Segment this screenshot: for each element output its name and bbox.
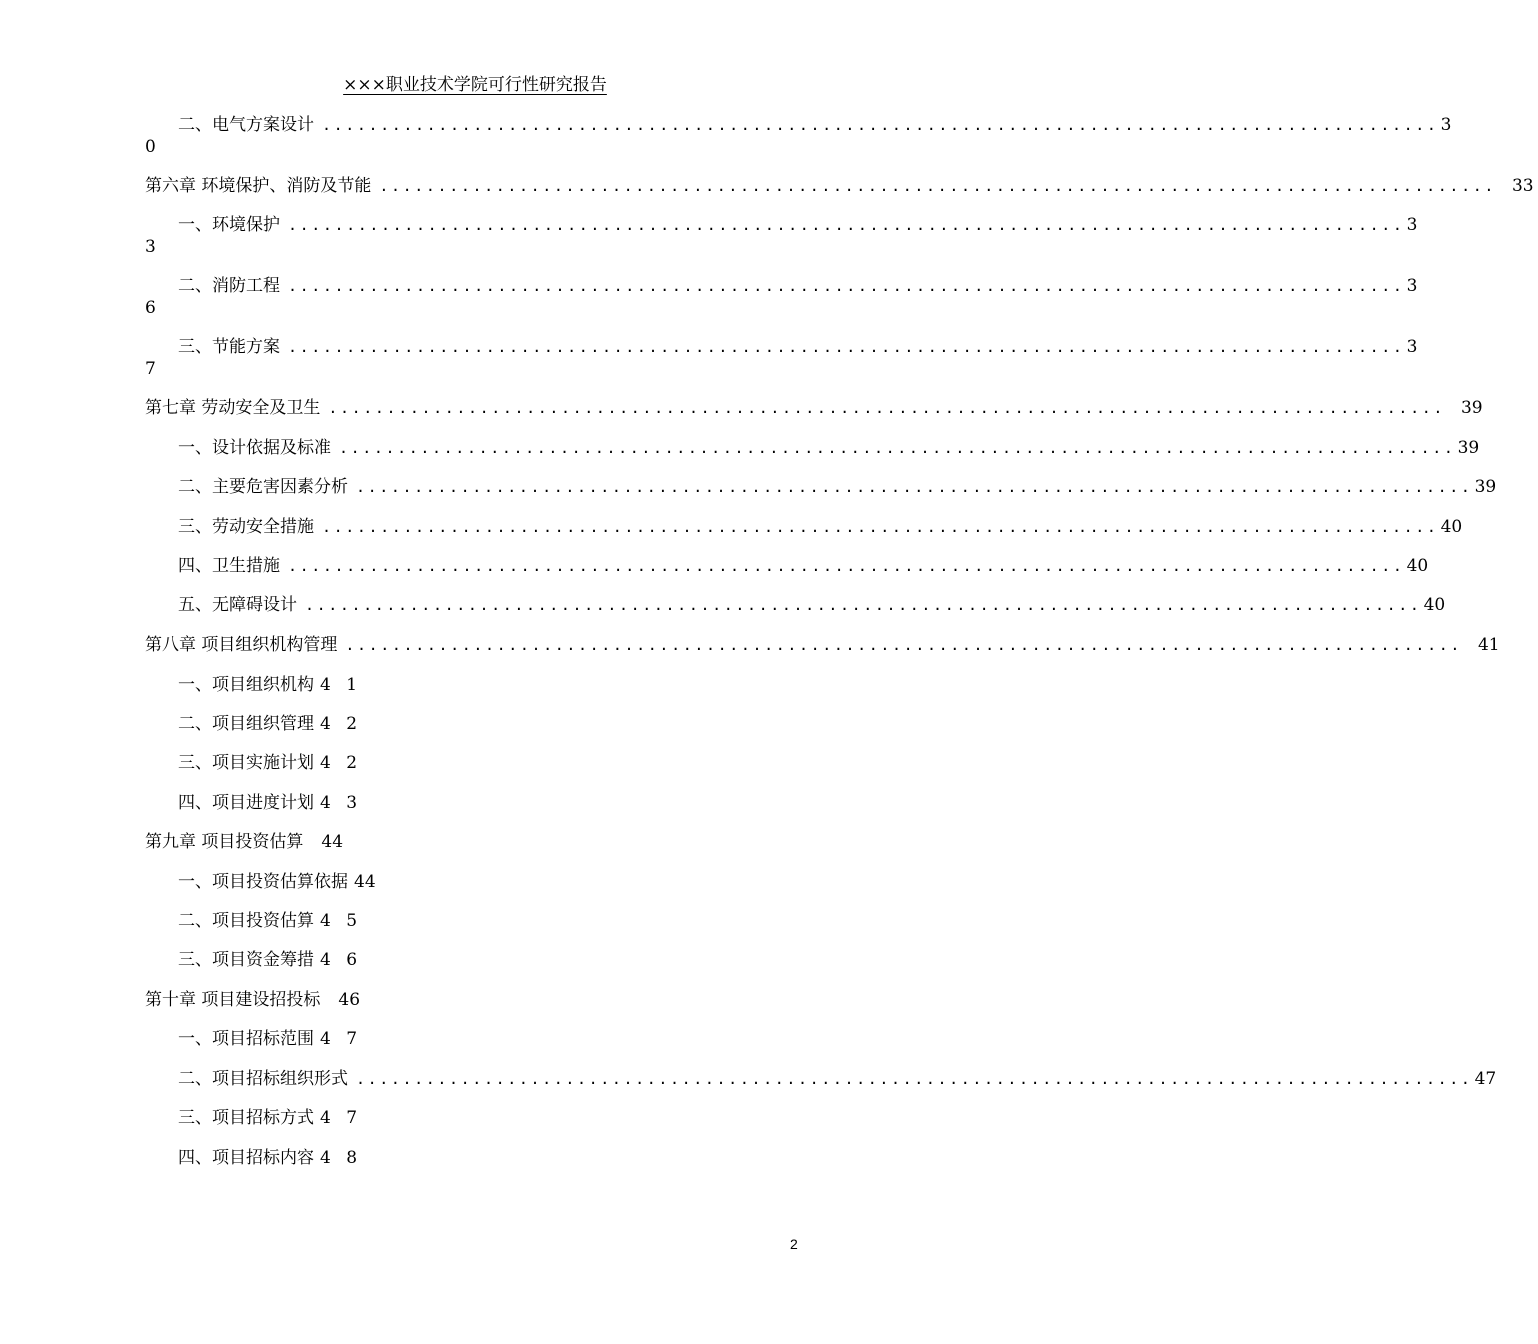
toc-chapter-label: 第十章 项目建设招投标 (145, 990, 321, 1010)
toc-entry-page-wrap: 0 (145, 137, 156, 157)
toc-entry[interactable] (178, 672, 805, 698)
toc-entry-label: 一、项目组织机构 (178, 675, 314, 695)
toc-chapter-label: 第七章 劳动安全及卫生 (145, 398, 321, 418)
toc-entry-label: 二、项目组织管理 (178, 714, 314, 734)
toc-entry-page: 40 (1440, 517, 1463, 537)
toc-chapter[interactable] (145, 395, 1483, 421)
toc-entry-page: 4 2 (320, 714, 363, 734)
toc-entry-label: 四、卫生措施 (178, 556, 280, 576)
toc-entry[interactable] (178, 908, 805, 934)
toc-entry-page: 4 2 (320, 753, 363, 773)
toc-entry-label: 二、主要危害因素分析 (178, 477, 348, 497)
toc-chapter-page: 46 (338, 990, 361, 1010)
dot-leader: ................................................................................................ (356, 478, 1473, 496)
toc-entry-page-wrap: 7 (145, 359, 156, 379)
toc-entry[interactable] (178, 273, 1418, 299)
toc-entry-page: 47 (1474, 1069, 1497, 1089)
toc-entry[interactable] (178, 514, 1463, 540)
toc-chapter[interactable] (145, 173, 1534, 199)
dot-leader: ................................................................................................ (288, 557, 1405, 575)
dot-leader: ................................................................................................ (345, 636, 1462, 654)
toc-entry-label: 四、项目进度计划 (178, 793, 314, 813)
toc-entry[interactable] (178, 1066, 1497, 1092)
toc-chapter-label: 第八章 项目组织机构管理 (145, 635, 338, 655)
toc-chapter-page: 33 (1511, 176, 1534, 196)
dot-leader: ................................................................................................ (288, 277, 1405, 295)
toc-entry-label: 二、项目投资估算 (178, 911, 314, 931)
toc-entry-page: 40 (1406, 556, 1429, 576)
toc-entry-label: 四、项目招标内容 (178, 1148, 314, 1168)
toc-entry-page: 39 (1474, 477, 1497, 497)
toc-entry-label: 三、劳动安全措施 (178, 517, 314, 537)
toc-chapter[interactable] (145, 632, 1500, 658)
toc-entry-page: 4 3 (320, 793, 363, 813)
toc-entry-label: 一、项目招标范围 (178, 1029, 314, 1049)
toc-entry-label: 二、电气方案设计 (178, 115, 314, 135)
toc-entry-page: 3 (1406, 337, 1418, 357)
page-number: 2 (790, 1236, 798, 1252)
toc-entry-page: 3 (1406, 215, 1418, 235)
toc-entry-page-wrap: 3 (145, 237, 156, 257)
dot-leader: ................................................................................................ (288, 338, 1405, 356)
toc-chapter-page: 41 (1477, 635, 1500, 655)
toc-entry-page: 40 (1423, 595, 1446, 615)
dot-leader: ................................................................................................ (379, 177, 1496, 195)
toc-entry-label: 一、项目投资估算依据 (178, 872, 348, 892)
toc-chapter-label: 第六章 环境保护、消防及节能 (145, 176, 372, 196)
toc-entry-page: 4 1 (320, 675, 363, 695)
toc-entry[interactable] (178, 435, 1480, 461)
toc-entry-label: 一、设计依据及标准 (178, 438, 331, 458)
toc-entry[interactable] (178, 790, 805, 816)
toc-entry-label: 三、项目实施计划 (178, 753, 314, 773)
toc-entry-page: 4 6 (320, 950, 363, 970)
toc-entry[interactable] (178, 212, 1418, 238)
toc-entry[interactable] (178, 334, 1418, 360)
toc-entry-label: 三、项目招标方式 (178, 1108, 314, 1128)
toc-entry-page: 3 (1440, 115, 1452, 135)
toc-entry[interactable] (178, 1145, 805, 1171)
toc-entry[interactable] (178, 947, 805, 973)
toc-entry[interactable] (178, 750, 805, 776)
toc-entry-page: 4 7 (320, 1108, 363, 1128)
toc-chapter-label: 第九章 项目投资估算 (145, 832, 304, 852)
toc-entry-label: 五、无障碍设计 (178, 595, 297, 615)
dot-leader: ................................................................................................ (288, 216, 1405, 234)
dot-leader: ................................................................................................ (328, 399, 1445, 417)
toc-entry[interactable] (178, 474, 1497, 500)
toc-entry[interactable] (178, 592, 1446, 618)
toc-entry-page: 4 8 (320, 1148, 363, 1168)
toc-chapter[interactable] (145, 829, 805, 855)
dot-leader: ................................................................................................ (356, 1070, 1473, 1088)
toc-entry[interactable] (178, 869, 805, 895)
toc-entry-page: 3 (1406, 276, 1418, 296)
toc-entry-page: 4 7 (320, 1029, 363, 1049)
toc-entry[interactable] (178, 711, 805, 737)
toc-entry[interactable] (178, 112, 1452, 138)
dot-leader: ................................................................................................ (322, 116, 1439, 134)
toc-entry-label: 二、消防工程 (178, 276, 280, 296)
toc-entry[interactable] (178, 553, 1429, 579)
document-title: ×××职业技术学院可行性研究报告 (343, 75, 607, 95)
toc-entry-label: 三、节能方案 (178, 337, 280, 357)
toc-entry-page: 44 (354, 872, 376, 892)
dot-leader: ................................................................................................ (305, 596, 1422, 614)
toc-entry-label: 三、项目资金筹措 (178, 950, 314, 970)
toc-entry-page-wrap: 6 (145, 298, 156, 318)
toc-entry-page: 39 (1457, 438, 1480, 458)
toc-entry-label: 二、项目招标组织形式 (178, 1069, 348, 1089)
toc-chapter-page: 44 (321, 832, 344, 852)
toc-entry[interactable] (178, 1026, 805, 1052)
dot-leader: ................................................................................................ (339, 439, 1456, 457)
toc-chapter[interactable] (145, 987, 805, 1013)
toc-entry-label: 一、环境保护 (178, 215, 280, 235)
toc-entry[interactable] (178, 1105, 805, 1131)
toc-entry-page: 4 5 (320, 911, 363, 931)
toc-chapter-page: 39 (1460, 398, 1483, 418)
dot-leader: ................................................................................................ (322, 518, 1439, 536)
